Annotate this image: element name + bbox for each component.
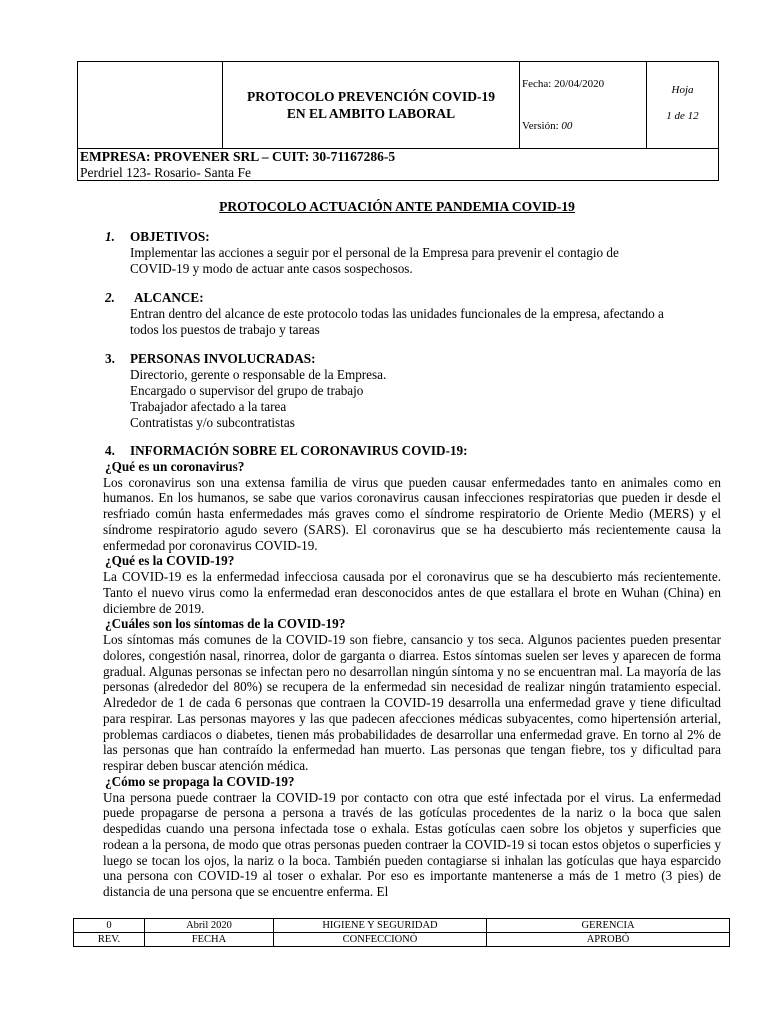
question-heading: ¿Cuáles son los síntomas de la COVID-19?: [105, 616, 346, 632]
confecciono-cell: HIGIENE Y SEGURIDAD: [274, 919, 487, 933]
rev-label: REV.: [74, 933, 145, 947]
section-line: Entran dentro del alcance de este protocolo todas las unidades funcionales de la empresa, afectando a: [130, 306, 664, 321]
section-heading: [105, 229, 720, 245]
section-personas: [105, 351, 720, 431]
section-number: 4.: [105, 443, 115, 458]
section-number: 1.: [105, 229, 115, 244]
fecha-label: FECHA: [145, 933, 274, 947]
revision-values-row: [74, 919, 730, 933]
paragraph: Los síntomas más comunes de la COVID-19 son fiebre, cansancio y tos seca. Algunos pacientes pueden presentar dolores, congestión nasal, rinorrea, dolor de garganta o diarrea. Estos síntomas suelen ser leves y aparecen de forma gradual. Algunas personas se infectan pero no desarrollan ningún síntoma y no se encuentran mal. La mayoría de las personas (alrededor del 80%) se recupera de la enfermedad sin necesidad de realizar ningún tratamiento especial. Alrededor de 1 de cada 6 personas que contraen la COVID-19 desarrolla una enfermedad grave y tiene dificultad para respirar. Las personas mayores y las que padecen afecciones médicas subyacentes, como hipertensión arterial, problemas cardiacos o diabetes, tienen más probabilidades de desarrollar una enfermedad grave. En torno al 2% de las personas que han contraído la enfermedad han muerto. Las personas que tengan fiebre, tos y dificultad para respirar deben buscar atención médica.: [103, 632, 721, 773]
hoja-label: Hoja: [671, 84, 694, 96]
title-line-2: EN EL AMBITO LABORAL: [286, 106, 456, 121]
section-heading: [105, 351, 720, 367]
section-informacion: [105, 443, 721, 900]
question-heading: ¿Qué es un coronavirus?: [105, 458, 245, 474]
company-row: [78, 149, 718, 180]
version-text: [522, 120, 572, 132]
logo-cell: [78, 62, 223, 148]
section-body: [105, 245, 720, 277]
version-label: Versión:: [522, 120, 559, 132]
section-line: todos los puestos de trabajo y tareas: [130, 322, 320, 337]
section-title: OBJETIVOS:: [130, 229, 210, 244]
question-heading: ¿Cómo se propaga la COVID-19?: [105, 773, 295, 789]
company-address: Perdriel 123- Rosario- Santa Fe: [80, 165, 251, 180]
document-header: [77, 61, 719, 181]
aprobo-label: APROBÓ: [487, 933, 730, 947]
section-number: 3.: [105, 351, 115, 366]
fecha-cell: Abril 2020: [145, 919, 274, 933]
confecciono-label: CONFECCIONÓ: [274, 933, 487, 947]
revision-labels-row: [74, 933, 730, 947]
section-line: Encargado o supervisor del grupo de trabajo: [130, 383, 364, 398]
paragraph: Una persona puede contraer la COVID-19 por contacto con otra que esté infectada por el virus. La enfermedad puede propagarse de persona a persona a través de las gotículas procedentes de la nariz o la boca que salen despedidas cuando una persona infectada tose o exhala. Estas gotículas caen sobre los objetos y superficies que rodean a la persona, de modo que otras personas pueden contraer la COVID-19 si tocan estos objetos o superficies y luego se tocan los ojos, la nariz o la boca. También pueden contagiarse si inhalan las gotículas que haya esparcido una persona con COVID-19 al toser o exhalar. Por eso es importante mantenerse a más de 1 metro (3 pies) de distancia de una persona que se encuentre enferma. El: [103, 789, 721, 899]
header-top-row: [78, 62, 718, 149]
section-alcance: [105, 290, 720, 338]
section-body: [105, 306, 720, 338]
paragraph: Los coronavirus son una extensa familia de virus que pueden causar enfermedades tanto en animales como en humanos. En los humanos, se sabe que varios coronavirus causan infecciones respiratorias que pueden ir desde el resfriado común hasta enfermedades más graves como el síndrome respiratorio de Oriente Medio (MERS) y el síndrome respiratorio agudo severo (SARS). El coronavirus que se ha descubierto más recientemente causa la enfermedad por coronavirus COVID-19.: [103, 474, 721, 553]
document-title: [223, 62, 520, 148]
aprobo-cell: GERENCIA: [487, 919, 730, 933]
revision-table: [73, 918, 730, 947]
section-title: PERSONAS INVOLUCRADAS:: [130, 351, 316, 366]
section-line: Contratistas y/o subcontratistas: [130, 415, 295, 430]
fecha-text: Fecha: 20/04/2020: [522, 78, 605, 90]
hoja-value: 1 de 12: [666, 110, 699, 122]
section-number: 2.: [105, 290, 115, 305]
page-cell: [647, 62, 718, 148]
section-title: INFORMACIÓN SOBRE EL CORONAVIRUS COVID-19:: [130, 443, 468, 458]
section-line: COVID-19 y modo de actuar ante casos sospechosos.: [130, 261, 413, 276]
company-name: EMPRESA: PROVENER SRL – CUIT: 30-71167286-5: [80, 149, 396, 164]
section-body: [105, 367, 720, 431]
section-heading: [105, 290, 720, 306]
section-objetivos: [105, 229, 720, 277]
section-line: Directorio, gerente o responsable de la Empresa.: [130, 367, 387, 382]
main-title: PROTOCOLO ACTUACIÓN ANTE PANDEMIA COVID-19: [219, 199, 575, 214]
meta-cell: [520, 62, 647, 148]
section-line: Implementar las acciones a seguir por el personal de la Empresa para prevenir el contagio de: [130, 245, 619, 260]
version-value: 00: [561, 120, 573, 132]
question-heading: ¿Qué es la COVID-19?: [105, 553, 235, 569]
rev-cell: 0: [74, 919, 145, 933]
section-heading: [105, 443, 721, 459]
section-line: Trabajador afectado a la tarea: [130, 399, 287, 414]
section-title: ALCANCE:: [134, 290, 204, 305]
paragraph: La COVID-19 es la enfermedad infecciosa causada por el coronavirus que se ha descubierto más recientemente. Tanto el nuevo virus como la enfermedad eran desconocidos antes de que estallara el brote en Wuhan (China) en diciembre de 2019.: [103, 569, 721, 616]
title-line-1: PROTOCOLO PREVENCIÓN COVID-19: [246, 89, 496, 104]
